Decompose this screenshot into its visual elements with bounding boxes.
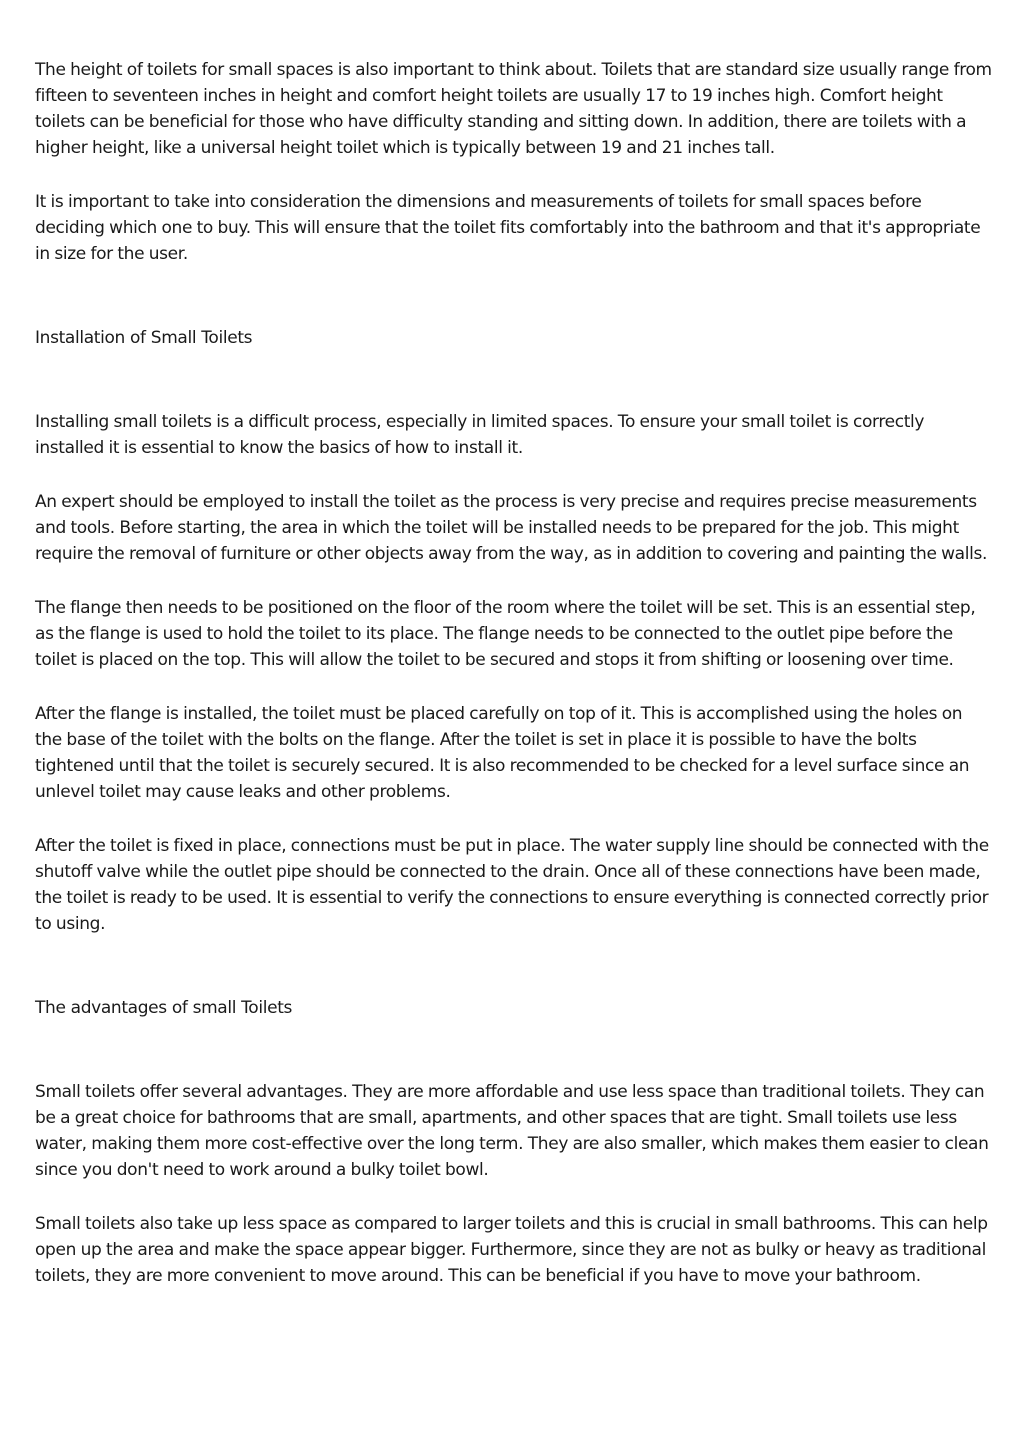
paragraph: The flange then needs to be positioned on the floor of the room where the toilet will be set. This is an essential step, as the flange is used to hold the toilet to its place. The flange needs to be connected to the outlet pipe before the toilet is placed on the top. This will allow the toilet to be secured and stops it from shifting or loosening over time. xyxy=(35,598,976,670)
paragraph: After the flange is installed, the toilet must be placed carefully on top of it. This is accomplished using the holes on the base of the toilet with the bolts on the flange. After the toilet is set in place it is possible to have the bolts tightened until that the toilet is securely secured. It is also recommended to be checked for a level surface since an unlevel toilet may cause leaks and other problems. xyxy=(35,704,970,802)
paragraph: After the toilet is fixed in place, connections must be put in place. The water supply line should be connected with the shutoff valve while the outlet pipe should be connected to the drain. Once all of these connections have been made, the toilet is ready to be used. It is essential to verify the connections to ensure everything is connected correctly prior to using. xyxy=(35,836,989,934)
paragraph-gap xyxy=(35,673,993,701)
paragraph: Small toilets offer several advantages. They are more affordable and use less space than traditional toilets. They can be a great choice for bathrooms that are small, apartments, and other spaces that are tight. Small toilets use less water, making them more cost-effective over the long term. They are also smaller, which makes them easier to clean since you don't need to work around a bulky toilet bowl. xyxy=(35,1082,989,1180)
section-gap xyxy=(35,1021,993,1079)
paragraph: The height of toilets for small spaces is also important to think about. Toilets that are standard size usually range from fifteen to seventeen inches in height and comfort height toilets are usually 17 to 19 inches high. Comfort height toilets can be beneficial for those who have difficulty standing and sitting down. In addition, there are toilets with a higher height, like a universal height toilet which is typically between 19 and 21 inches tall. xyxy=(35,60,992,158)
paragraph-gap xyxy=(35,461,993,489)
paragraph: An expert should be employed to install the toilet as the process is very precise and requires precise measurements and tools. Before starting, the area in which the toilet will be installed needs to be prepared for the job. This might require the removal of furniture or other objects away from the way, as in addition to covering and painting the walls. xyxy=(35,492,988,564)
section-heading-installation: Installation of Small Toilets xyxy=(35,328,253,348)
paragraph: Installing small toilets is a difficult process, especially in limited spaces. To ensure your small toilet is correctly installed it is essential to know the basics of how to install it. xyxy=(35,412,925,458)
section-heading-advantages: The advantages of small Toilets xyxy=(35,998,293,1018)
paragraph-gap xyxy=(35,805,993,833)
paragraph-gap xyxy=(35,1183,993,1211)
paragraph: Small toilets also take up less space as compared to larger toilets and this is crucial in small bathrooms. This can help open up the area and make the space appear bigger. Furthermore, since they are not as bulky or heavy as traditional toilets, they are more convenient to move around. This can be beneficial if you have to move your bathroom. xyxy=(35,1214,988,1286)
paragraph-gap xyxy=(35,567,993,595)
document-page xyxy=(35,57,993,1289)
section-gap xyxy=(35,351,993,409)
paragraph: It is important to take into consideration the dimensions and measurements of toilets for small spaces before deciding which one to buy. This will ensure that the toilet fits comfortably into the bathroom and that it's appropriate in size for the user. xyxy=(35,192,981,264)
section-gap xyxy=(35,937,993,995)
section-gap xyxy=(35,267,993,325)
paragraph-gap xyxy=(35,161,993,189)
